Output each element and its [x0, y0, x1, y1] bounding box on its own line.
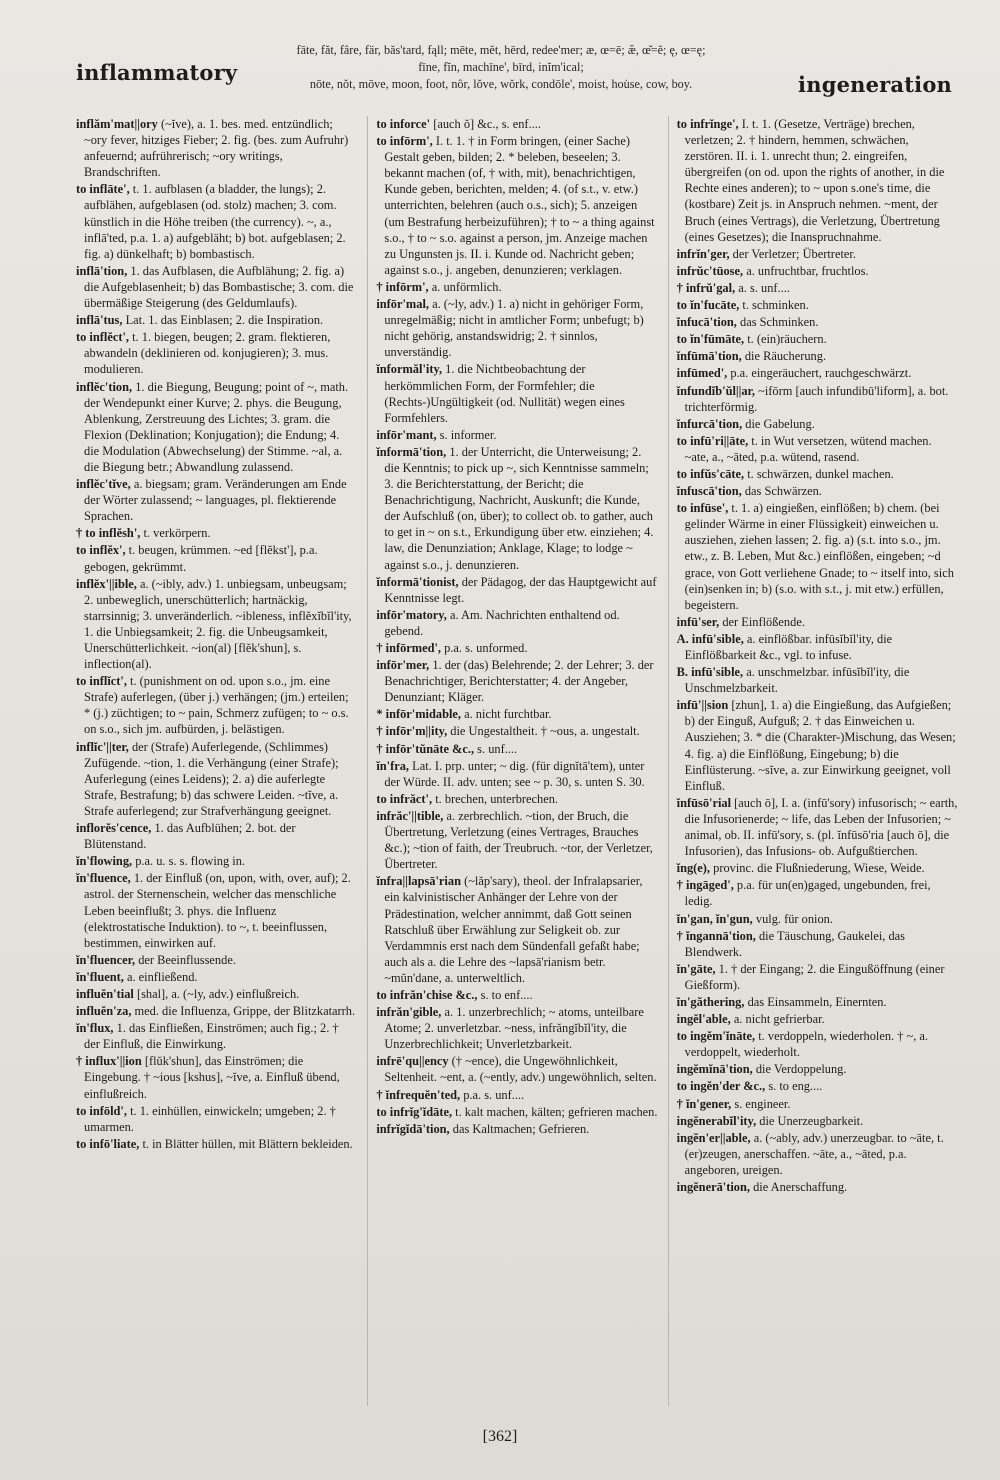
headword: to ĭn'fūmāte,: [676, 332, 745, 347]
headword: B. infū'sible,: [676, 665, 744, 680]
entry-definition: p.a. u. s. s. flowing in.: [135, 854, 246, 869]
headword: infūmed',: [676, 366, 728, 381]
entry-definition: a. unschmelzbar. infūsĭbĭl'ity, die Unschmelzbarkeit.: [684, 665, 910, 696]
dictionary-entry: [677, 1011, 958, 1027]
headword: ĭng(e),: [676, 861, 711, 876]
dictionary-entry: [677, 1113, 958, 1129]
headword: ĭnformăl'ity,: [376, 362, 443, 377]
headword: infrē'qu||ency: [376, 1054, 449, 1069]
headword: to infūse',: [676, 501, 729, 516]
entry-definition: 1. das Einfließen, Einströmen; auch fig.; 2. † der Einfluß, die Einwirkung.: [84, 1021, 339, 1052]
headword: ĭnfurcā'tion,: [676, 416, 743, 431]
entry-definition: t. verkörpern.: [143, 526, 211, 541]
headword: inflā'tus,: [76, 313, 123, 328]
entry-definition: die Räucherung.: [744, 349, 827, 364]
dictionary-entry: [76, 116, 357, 180]
dictionary-entry: [376, 1004, 657, 1052]
entry-definition: vulg. für onion.: [755, 911, 833, 926]
entry-definition: provinc. die Flußniederung, Wiese, Weide.: [713, 861, 925, 876]
dictionary-entry: [76, 820, 357, 852]
dictionary-entry: [76, 1103, 357, 1135]
entry-definition: t. 1. aufblasen (a bladder, the lungs); 2. aufblähen, aufgeblasen (od. stolz) machen; 3. com. künstlich in die Höhe treiben (the currency). ~, a., inflā'ted, p.a. 1. a) aufgebläht; b) bot. aufgeblasen; 2. fig. a) dünkelhaft; b) bombastisch.: [84, 182, 346, 261]
dictionary-entry: [677, 331, 958, 347]
headword: to infō'liate,: [76, 1136, 140, 1151]
dictionary-entry: [677, 795, 958, 859]
dictionary-entry: [376, 296, 657, 360]
dictionary-entry: [76, 739, 357, 819]
dictionary-entry: [677, 1078, 958, 1094]
headword: † infōr'm||ity,: [376, 724, 448, 739]
entry-definition: a. nicht furchtbar.: [464, 707, 552, 722]
dictionary-entry: [677, 433, 958, 465]
entry-definition: 1. das Aufblühen; 2. bot. der Blütenstand.: [84, 821, 296, 852]
entry-definition: der (Strafe) Auferlegende, (Schlimmes) Zufügende. ~tion, 1. die Verhängung (einer Strafe); Auferlegung (eines Leidens); 2. a) die auferlegte Strafe, Bestrafung; b) das schwere Leiden. ~tĭve, a. Strafe auferlegend; zur Strafverhängung geeignet.: [84, 739, 339, 818]
entry-definition: a. 1. unzerbrechlich; ~ atoms, unteilbare Atome; 2. unverletzbar. ~ness, infrăngĭbĭl'ity, die Unzerbrechlichkeit; Unverletzbarkeit.: [384, 1005, 644, 1052]
dictionary-entry: [677, 994, 958, 1010]
headword: † infōr'tŭnāte &c.,: [376, 741, 475, 756]
entry-definition: a. (~ly, adv.) 1. a) nicht in gehöriger Form, unregelmäßig; nicht in amtlicher Form; unbefugt; b) nicht gehörig, anstandswidrig; 2. † sinnlos, unverständig.: [384, 297, 644, 360]
dictionary-entry: [677, 500, 958, 613]
entry-definition: die Verdoppelung.: [755, 1062, 847, 1077]
headword: inflĭc'||ter,: [76, 739, 129, 754]
entry-column: [76, 116, 357, 1406]
dictionary-entry: [677, 1096, 958, 1112]
dictionary-entry: [376, 873, 657, 986]
headword: ingĕnerā'tion,: [676, 1180, 750, 1194]
entry-definition: die Ungestaltheit. † ~ous, a. ungestalt.: [450, 724, 640, 739]
dictionary-entry: [677, 280, 958, 296]
entry-definition: a. (~ibly, adv.) 1. unbiegsam, unbeugsam; 2. unbeweglich, unerschütterlich; hartnäckig, starrsinnig; 3. unveränderlich. ~ibleness, inflĕxĭbĭl'ity, 1. die Unbiegsamkeit; 2. fig. die Unbeugsamkeit, Unerschütterlichkeit. ~ion(al) [flĕk'shun], s. inflection(al).: [84, 576, 352, 672]
entry-column: [367, 116, 657, 1406]
entry-definition: Lat. I. prp. unter; ~ dig. (für dignĭtā'tem), unter der Würde. II. adv. unten; see ~ p. 30, s. unten S. 30.: [384, 758, 645, 789]
dictionary-entry: [376, 607, 657, 639]
dictionary-entry: [677, 1028, 958, 1060]
dictionary-entry: [677, 1061, 958, 1077]
entry-definition: die Gabelung.: [745, 416, 815, 431]
headword: to infrăn'chise &c.,: [376, 987, 478, 1002]
dictionary-entry: [376, 444, 657, 573]
headword: ĭnformā'tion,: [376, 444, 447, 459]
entry-definition: a. (~ably, adv.) unerzeugbar. to ~āte, t. (er)zeugen, anerschaffen. ~āte, a., ~āted, p.a. angeboren, ureigen.: [684, 1130, 944, 1177]
headword: † to inflĕsh',: [76, 526, 141, 541]
dictionary-entry: [376, 427, 657, 443]
entry-definition: Lat. 1. das Einblasen; 2. die Inspiration.: [125, 313, 324, 328]
entry-definition: a. einfließend.: [126, 969, 198, 984]
entry-definition: p.a. s. unf....: [463, 1087, 525, 1102]
entry-definition: 1. der Unterricht, die Unterweisung; 2. die Kenntnis; to pick up ~, sich Kenntnisse sammeln; 3. die Berichterstattung, der Bericht; die Benachrichtigung, Nachricht, Auskunft; die Kunde, der Aufschluß (on, über); to collect ob. to gather, auch to get in ~ on s.t., Erkundigung über etw. einziehen; 4. law, die Denunziation; Anklage, Klage; to lodge ~ against s.o., j. denunzieren.: [384, 444, 654, 572]
entry-definition: der Beeinflussende.: [138, 952, 236, 967]
headword: infrŭc'tūose,: [676, 263, 744, 278]
dictionary-entry: [376, 758, 657, 790]
dictionary-entry: [677, 263, 958, 279]
entry-definition: I. t. 1. † in Form bringen, (einer Sache) Gestalt geben, bilden; 2. * beleben, beseelen; 3. bekannt machen (of, † with, mit), benachrichtigen, Kunde geben, berichten, melden; 4. (of s.t., v. etw.) unterrichten, belehren (auch o.s., sich); 5. anzeigen (um Bestrafung herbeizuführen); † to ~ a thing against s.o., † to ~ s.o. against a person, jm. Anzeige machen zu Ungunsten js. II. i. Kunde od. Nachricht geben; against s.o., j. angeben, denunzieren; verklagen.: [384, 134, 655, 277]
dictionary-entry: [376, 1104, 657, 1120]
headword: † ingāged',: [676, 878, 734, 893]
entry-definition: p.a. für un(en)gaged, ungebunden, frei, ledig.: [684, 878, 931, 909]
dictionary-entry: [376, 706, 657, 722]
headword: * infōr'midable,: [376, 707, 461, 722]
entry-definition: [zhun], 1. a) die Eingießung, das Aufgießen; b) der Einguß, Aufguß; 2. † das Einweichen u. Ausziehen; 3. * die (Charakter-)Mischung, das Wesen; 4. fig. a) die Einflößung, Eingebung; b) die Einflüsterung. ~sĭve, a. zur Einwirkung geeignet, voll Einfluß.: [684, 698, 956, 793]
entry-definition: a. Am. Nachrichten enthaltend od. gebend.: [384, 607, 620, 638]
pronunciation-key-line: fāte, făt, fâre, fär, băs'tard, fąll; mēte, mĕt, hērd, redee'mer; æ, œ=ē; æ̆, œ̆=ĕ; ę, œ=ę;: [296, 43, 706, 57]
dictionary-entry: [76, 542, 357, 574]
dictionary-entry: [76, 181, 357, 261]
dictionary-entry: [376, 279, 657, 295]
entry-definition: t. brechen, unterbrechen.: [435, 791, 558, 806]
entry-definition: die Unerzeugbarkeit.: [759, 1113, 864, 1128]
page-number: [362]: [482, 1428, 518, 1445]
headword: infrĭgĭdā'tion,: [376, 1121, 450, 1136]
entry-definition: t. 1. einhüllen, einwickeln; umgeben; 2. † umarmen.: [84, 1103, 336, 1134]
dictionary-entry: [677, 314, 958, 330]
dictionary-entry: [76, 969, 357, 985]
headword: ĭn'gāte,: [676, 961, 716, 976]
entry-definition: a. zerbrechlich. ~tion, der Bruch, die Übertretung, Verletzung (eines Vertrages, Brauches &c.); ~tion of faith, der Treubruch. ~tor, der Verletzer, Übertreter.: [384, 808, 653, 872]
entry-definition: t. beugen, krümmen. ~ed [flĕkst'], p.a. gebogen, gekrümmt.: [84, 543, 318, 574]
headword: infū'ser,: [676, 614, 720, 629]
dictionary-entry: [76, 853, 357, 869]
headword: † ĭn'gener,: [676, 1096, 732, 1111]
headword: ingĕn'er||able,: [676, 1130, 751, 1145]
dictionary-entry: [376, 361, 657, 425]
dictionary-entry: [76, 263, 357, 311]
dictionary-entry: [376, 723, 657, 739]
headword: ĭn'fluent,: [76, 969, 124, 984]
headword: to infōld',: [76, 1103, 127, 1118]
entry-definition: t. schminken.: [742, 298, 809, 313]
dictionary-entry: [677, 246, 958, 262]
dictionary-entry: [677, 860, 958, 876]
entry-definition: [auch ŏ] &c., s. enf....: [433, 117, 541, 131]
page-header: [76, 38, 952, 106]
headword: ingĕl'able,: [676, 1012, 731, 1027]
entry-definition: 1. das Aufblasen, die Aufblähung; 2. fig. a) die Aufgeblasenheit; b) das Bombastische; 3. com. die übermäßige Steigerung (des Geldumlaufs).: [84, 263, 354, 311]
headword: ĭn'fra,: [376, 758, 410, 773]
dictionary-entry: [76, 1136, 357, 1152]
dictionary-entry: [376, 574, 657, 606]
dictionary-entry: [76, 1020, 357, 1052]
entry-column: [668, 116, 958, 1406]
dictionary-entry: [376, 741, 657, 757]
entry-definition: († ~ence), die Ungewöhnlichkeit, Seltenheit. ~ent, a. (~ently, adv.) ungewöhnlich, selten.: [384, 1054, 657, 1085]
dictionary-entry: [677, 116, 958, 245]
entry-definition: a. unförmlich.: [431, 279, 502, 294]
headword: ĭn'gan, ĭn'gun,: [676, 911, 753, 926]
entry-definition: 1. die Biegung, Beugung; point of ~, math. der Wendepunkt einer Kurve; 2. phys. die Beugung, Ablenkung, Zerstreuung des Lichtes; 3. gram. die Flexion (Deklination; Konjugation); die Endung; 4. die Modulation (Abwechselung) der Stimme. ~al, a. die Biegung betr.; Abwandlung zulassend.: [84, 379, 349, 474]
headword: inflorĕs'cence,: [76, 821, 152, 836]
dictionary-entry: [376, 1121, 657, 1137]
headword: † ĭnfrequĕn'ted,: [376, 1087, 461, 1102]
headword: † infōrmed',: [376, 641, 442, 655]
headword: † influx'||ion: [76, 1054, 142, 1069]
headword: to inflĕct',: [76, 330, 129, 345]
entry-definition: der Verletzer; Übertreter.: [732, 246, 856, 261]
headword: † ĭngannā'tion,: [676, 928, 756, 943]
dictionary-entry: [677, 1130, 958, 1178]
dictionary-entry: [76, 952, 357, 968]
entry-definition: 1. die Nichtbeobachtung der herkömmlichen Form, der Formfehler; die (Rechts-)Ungültigkeit (od. Nullität) wegen eines Formfehlers.: [384, 362, 625, 425]
entry-definition: der Einflößende.: [722, 614, 805, 629]
dictionary-entry: [677, 664, 958, 696]
dictionary-entry: [76, 525, 357, 541]
entry-definition: [shal], a. (~ly, adv.) einflußreich.: [136, 986, 300, 1001]
headword: ĭn'găthering,: [676, 994, 745, 1009]
headword: ingĕmĭnā'tion,: [676, 1062, 753, 1077]
headword: inflā'tion,: [76, 263, 128, 278]
dictionary-entry: [376, 1053, 657, 1085]
headword: ĭn'fluencer,: [76, 952, 136, 967]
dictionary-entry: [677, 614, 958, 630]
headword: to ingĕn'der &c.,: [676, 1079, 766, 1094]
dictionary-entry: [677, 877, 958, 909]
headword: to infrĭnge',: [676, 117, 739, 131]
dictionary-entry: [376, 657, 657, 705]
dictionary-entry: [677, 383, 958, 415]
dictionary-entry: [376, 1087, 657, 1103]
entry-definition: das Einsammeln, Einernten.: [747, 994, 887, 1009]
dictionary-entry: [677, 365, 958, 381]
dictionary-entry: [76, 476, 357, 524]
headword: ĭnfuscā'tion,: [676, 484, 742, 499]
dictionary-entry: [76, 673, 357, 737]
entry-definition: t. in Blätter hüllen, mit Blättern bekleiden.: [142, 1136, 353, 1151]
headword: to infŭs'cāte,: [676, 466, 745, 481]
headword: ĭnfūsō'rial: [676, 795, 732, 810]
headword: A. infū'sible,: [676, 631, 744, 646]
dictionary-entry: [76, 1003, 357, 1019]
dictionary-entry: [677, 297, 958, 313]
entry-definition: 1. der Einfluß (on, upon, with, over, auf); 2. astrol. der Sternenschein, welcher das menschliche Leben beeinflußt; 3. phys. die Influenz (elektrostatische Induktion). to ~, t. beeinflussen, bestimmen, einwirken auf.: [84, 871, 351, 950]
entry-definition: med. die Influenza, Grippe, der Blitzkatarrh.: [134, 1004, 356, 1019]
entry-definition: p.a. s. unformed.: [444, 641, 528, 655]
entry-definition: (~ĭve), a. 1. bes. med. entzündlich; ~ory fever, hitziges Fieber; 2. fig. (bes. zum Aufruhr) anfeuernd; aufrührerisch; ~ory writings, Brandschriften.: [84, 117, 349, 180]
entry-definition: I. t. 1. (Gesetze, Verträge) brechen, verletzen; 2. † hindern, hemmen, schwächen, zerstören. II. i. 1. unrecht thun; 2. eingreifen, übergreifen (on od. upon the rights of another, in die Rechte eines anderen); to ~ upon s.one's time, die (kostbare) Zeit js. in Anspruch nehmen. ~ment, der Bruch (eines Vertrags), die Verletzung, Übertretung (eines Gesetzes); die Inanspruchnahme.: [684, 117, 945, 244]
headword: ingĕnerabĭl'ity,: [676, 1113, 757, 1128]
entry-definition: (~lăp'sary), theol. der Infralapsarier, ein kalvinistischer Anhänger der Lehre von der Prädestination, welcher annimmt, daß Gott seinen Ratschluß über Erwählung zur Seligkeit ob. zur Verdammnis erst nach dem Sündenfall gefaßt habe; auch als a. die Lehre des ~lapsā'rianism betr. ~mŭn'dane, a. unterweltlich.: [384, 874, 643, 985]
headword: † infrŭ'gal,: [676, 280, 736, 295]
headword: inflĕx'||ible,: [76, 576, 137, 591]
dictionary-entry: [376, 640, 657, 656]
headword: inflĕc'tĭve,: [76, 477, 131, 492]
headword: to ĭn'fucāte,: [676, 298, 740, 313]
entry-definition: t. schwärzen, dunkel machen.: [747, 466, 894, 481]
dictionary-entry: [677, 961, 958, 993]
dictionary-entry: [677, 416, 958, 432]
headword: ĭnformā'tionist,: [376, 574, 459, 589]
dictionary-entry: [76, 576, 357, 673]
headword: to infōrm',: [376, 134, 433, 149]
entry-definition: das Kaltmachen; Gefrieren.: [452, 1121, 590, 1136]
dictionary-entry: [76, 870, 357, 950]
dictionary-entry: [376, 116, 657, 132]
headword: ĭn'flowing,: [76, 854, 133, 869]
entry-definition: der Pädagog, der das Hauptgewicht auf Kenntnisse legt.: [384, 574, 657, 605]
headword: to inforce': [376, 117, 431, 131]
headword: influĕn'za,: [76, 1004, 132, 1019]
pronunciation-key-line: nōte, nŏt, mōve, moon, foot, nôr, lŏve, wŏrk, condōle', moist, hou̇se, cow, boy.: [309, 77, 693, 91]
entry-definition: das Schwärzen.: [744, 484, 822, 499]
entry-definition: t. verdoppeln, wiederholen. † ~, a. verdoppelt, wiederholt.: [684, 1029, 929, 1060]
headword: to infrăct',: [376, 791, 433, 806]
dictionary-entry: [677, 1179, 958, 1195]
entry-definition: t. (ein)räuchern.: [747, 332, 827, 347]
pronunciation-key: [232, 42, 770, 93]
entry-definition: a. nicht gefrierbar.: [733, 1012, 825, 1027]
entry-definition: die Anerschaffung.: [753, 1180, 848, 1194]
entry-definition: 1. der (das) Belehrende; 2. der Lehrer; 3. der Benachrichtiger, Berichterstatter; 4. der Angeber, Denunziant; Kläger.: [384, 658, 654, 705]
headword: infōr'matory,: [376, 607, 447, 622]
headword: ĭnfra||lapsā'rian: [376, 874, 461, 889]
headword: infrăc'||tible,: [376, 808, 444, 823]
headword: influĕn'tial: [76, 986, 134, 1001]
entry-definition: [flŭk'shun], das Einströmen; die Eingebung. † ~ious [kshus], ~ĭve, a. Einfluß übend, einflußreich.: [84, 1054, 340, 1101]
entry-definition: a. unfruchtbar, fruchtlos.: [746, 263, 869, 278]
entry-definition: t. 1. a) eingießen, einflößen; b) chem. (bei gelinder Wärme in einer Flüssigkeit) einweichen u. ausziehen, ziehen lassen; 2. fig. a) (s.t. into s.o., jm. etw., z. B. Leben, Mut &c.) einflößen, eingeben; ~d grace, von Gott verliehene Gnade; to ~ itself into, sich (ein)senken in; b) (s.o. with s.t., j. mit etw.) erfüllen, begeistern.: [684, 501, 954, 612]
entry-definition: t. (punishment on od. upon s.o., jm. eine Strafe) auferlegen, (über j.) verhängen; (jm.) erteilen; * (j.) züchtigen; to ~ pain, Schmerz zufügen; to ~ o.s. on s.o., sich jm. aufbürden, j. belästigen.: [84, 674, 349, 737]
dictionary-entry: [677, 348, 958, 364]
headword: ĭn'fluence,: [76, 871, 131, 886]
entry-columns: [76, 116, 958, 1406]
headword: infōr'mant,: [376, 427, 437, 442]
dictionary-entry: [376, 987, 657, 1003]
headword: to infrĭg'ĭdāte,: [376, 1104, 453, 1119]
entry-definition: a. einflößbar. infūsĭbĭl'ity, die Einflößbarkeit &c., vgl. to infuse.: [684, 631, 893, 662]
dictionary-entry: [677, 466, 958, 482]
dictionary-entry: [677, 697, 958, 794]
headword: inflĕc'tion,: [76, 379, 133, 394]
headword: infū'||sion: [676, 698, 729, 713]
entry-definition: s. engineer.: [734, 1096, 791, 1111]
headword: † infōrm',: [376, 279, 429, 294]
dictionary-entry: [376, 133, 657, 278]
headword: ĭnfūmā'tion,: [676, 349, 742, 364]
dictionary-entry: [376, 808, 657, 872]
entry-definition: a. s. unf....: [738, 280, 790, 295]
headword: to inflĕx',: [76, 543, 126, 558]
headword: ĭnfucā'tion,: [676, 315, 737, 330]
entry-definition: s. informer.: [439, 427, 497, 442]
dictionary-entry: [76, 986, 357, 1002]
headword: infōr'mal,: [376, 297, 429, 312]
dictionary-entry: [376, 791, 657, 807]
dictionary-entry: [677, 483, 958, 499]
dictionary-entry: [677, 911, 958, 927]
entry-definition: s. to eng....: [768, 1079, 823, 1094]
entry-definition: s. unf....: [477, 741, 518, 756]
entry-definition: [auch ō], I. a. (infū'sory) infusorisch; ~ earth, die Infusorienerde; ~ life, das Leben der Infusorien; ~ animal, ob. II. infū'sory, s. (pl. ĭnfūsō'ria [auch ō], die Infusorien), das Infusions- ob. Aufgußtierchen.: [684, 795, 958, 859]
headword: ĭnfundĭb'ŭl||ar,: [676, 383, 756, 398]
entry-definition: ~ifōrm [auch infundibū'liform], a. bot. trichterförmig.: [684, 383, 949, 414]
headword: to inflĭct',: [76, 674, 127, 689]
headword: to inflāte',: [76, 182, 130, 197]
headword: infrăn'gible,: [376, 1005, 442, 1020]
dictionary-entry: [677, 631, 958, 663]
entry-definition: t. in Wut versetzen, wütend machen. ~ate, a., ~āted, p.a. wütend, rasend.: [684, 433, 932, 464]
headword: ĭn'flux,: [76, 1021, 114, 1036]
headword: inflăm'mat||ory: [76, 117, 158, 131]
entry-definition: a. biegsam; gram. Veränderungen am Ende der Wörter zulassend; ~ languages, pl. flektierende Sprachen.: [84, 477, 347, 524]
dictionary-entry: [677, 928, 958, 960]
entry-definition: das Schminken.: [740, 315, 819, 330]
entry-definition: p.a. eingeräuchert, rauchgeschwärzt.: [730, 366, 912, 381]
entry-definition: s. to enf....: [480, 987, 533, 1002]
entry-definition: t. kalt machen, kälten; gefrieren machen.: [455, 1104, 658, 1119]
dictionary-entry: [76, 379, 357, 476]
entry-definition: die Täuschung, Gaukelei, das Blendwerk.: [684, 928, 905, 959]
pronunciation-key-line: fīne, fĭn, machīne', bīrd, inĭm'ical;: [418, 60, 584, 74]
dictionary-entry: [76, 1053, 357, 1101]
dictionary-entry: [76, 329, 357, 377]
headword: to infū'ri||āte,: [676, 433, 749, 448]
guide-word-right: ingeneration: [798, 72, 952, 97]
headword: infōr'mer,: [376, 658, 430, 673]
entry-definition: 1. † der Eingang; 2. die Eingußöffnung (einer Gießform).: [684, 961, 945, 992]
dictionary-entry: [76, 312, 357, 328]
headword: to ingĕm'ĭnāte,: [676, 1029, 756, 1044]
entry-definition: t. 1. biegen, beugen; 2. gram. flektieren, abwandeln (deklinieren od. konjugieren); 3. mus. modulieren.: [84, 330, 331, 377]
guide-word-left: inflammatory: [76, 60, 238, 85]
headword: infrĭn'ger,: [676, 246, 730, 261]
